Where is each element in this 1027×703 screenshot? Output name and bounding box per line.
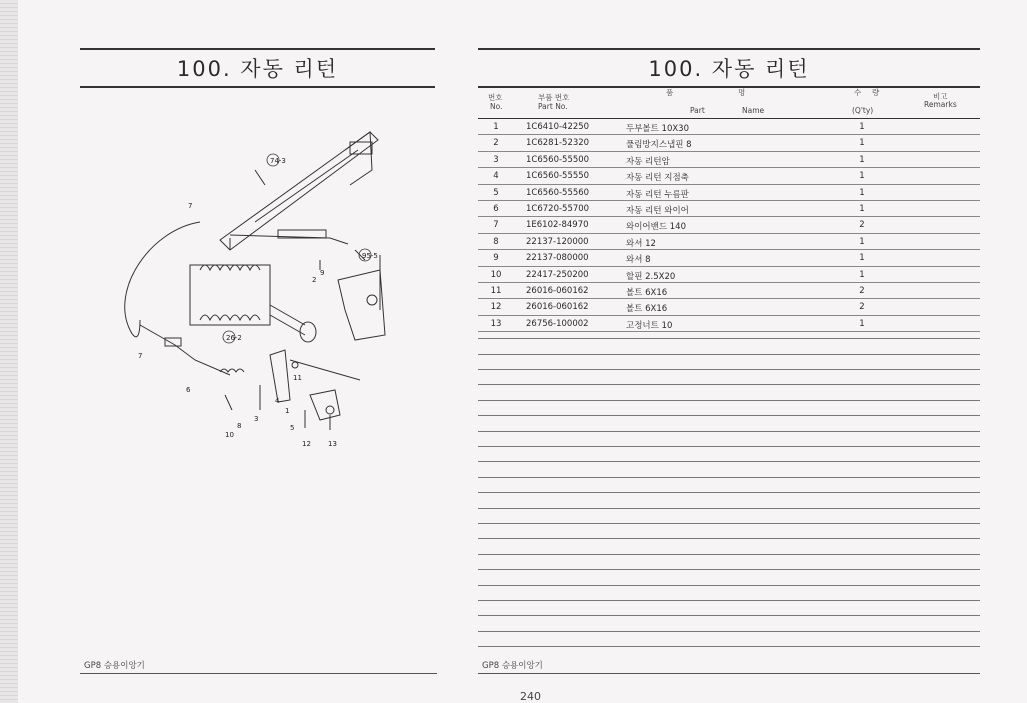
- callout-2a: 2: [312, 276, 317, 284]
- part-name: 두부볼트 10X30: [626, 124, 690, 134]
- row-number: 9: [493, 253, 499, 264]
- quantity: 1: [859, 253, 865, 264]
- table-row: [478, 299, 980, 315]
- right-footer-line: [478, 673, 980, 674]
- header-part-en: Part No.: [538, 102, 568, 111]
- parts-diagram: [80, 110, 435, 470]
- part-name: 자동 리턴 지점축: [626, 173, 689, 184]
- part-number: 26756-100002: [526, 318, 589, 329]
- table-row: [478, 168, 980, 184]
- ruled-line: [478, 523, 980, 524]
- header-name-ko1: 품: [666, 88, 674, 97]
- header-part-ko: 부품 번호: [538, 93, 570, 102]
- quantity: 1: [859, 122, 865, 132]
- row-number: 13: [490, 318, 502, 329]
- left-page-title: 100. 자동 리턴: [176, 57, 339, 81]
- callout-7b: 7: [138, 352, 143, 360]
- table-row: [478, 283, 980, 299]
- diagram-callouts: [138, 154, 378, 448]
- quantity: 1: [859, 203, 865, 214]
- callout-13: 13: [328, 440, 337, 448]
- ruled-line: [478, 615, 980, 616]
- quantity: 1: [859, 171, 865, 182]
- quantity: 2: [859, 302, 865, 313]
- ruled-line: [478, 492, 980, 493]
- header-name-en2: Name: [742, 106, 765, 115]
- header-remarks-en: Remarks: [924, 100, 957, 109]
- part-number: 1C6560-55560: [526, 187, 590, 198]
- row-number: 8: [493, 236, 499, 247]
- table-row: [478, 316, 980, 332]
- callout-1: 1: [285, 407, 290, 415]
- table-row: [478, 234, 980, 250]
- return-wire: [125, 222, 200, 337]
- ruled-line: [478, 354, 980, 355]
- quantity: 1: [859, 154, 865, 165]
- part-name: 와셔 12: [626, 238, 656, 249]
- part-number: 26016-060162: [526, 302, 589, 313]
- quantity: 1: [859, 318, 865, 329]
- table-header: [478, 84, 980, 118]
- header-no-en: No.: [490, 102, 503, 111]
- part-name: 와셔 8: [626, 255, 651, 266]
- right-title-bar: [478, 48, 980, 88]
- part-number: 22137-080000: [526, 253, 589, 264]
- ruled-line: [478, 554, 980, 555]
- ruled-line: [478, 600, 980, 601]
- row-number: 12: [490, 302, 502, 313]
- part-number: 1C6281-52320: [526, 138, 590, 149]
- spring-assembly: [190, 265, 270, 325]
- part-name: 풀림방지스냅핀 8: [626, 140, 692, 151]
- callout-10: 10: [225, 431, 234, 439]
- ruled-line: [478, 446, 980, 447]
- page-number: 240: [520, 690, 541, 703]
- callout-4: 4: [275, 397, 280, 405]
- ruled-line: [478, 508, 980, 509]
- row-number: 11: [490, 285, 502, 296]
- ruled-line: [478, 431, 980, 432]
- part-name: 자동 리턴 와이어: [626, 205, 689, 216]
- header-remarks-ko: 비고: [933, 92, 948, 101]
- callout-6: 6: [186, 386, 191, 394]
- table-row: [478, 217, 980, 233]
- row-number: 4: [493, 171, 499, 182]
- callout-8: 8: [237, 422, 242, 430]
- row-number: 6: [493, 203, 499, 214]
- row-number: 10: [490, 269, 502, 280]
- ruled-line: [478, 631, 980, 632]
- quantity: 1: [859, 187, 865, 198]
- table-row: [478, 185, 980, 201]
- right-footer: GP8 승용이앙기: [482, 661, 543, 671]
- ruled-line: [478, 646, 980, 647]
- part-name: 볼트 6X16: [626, 287, 668, 298]
- table-row: [478, 267, 980, 283]
- bracket-plate: [338, 270, 385, 340]
- left-footer-line: [80, 673, 437, 674]
- callout-7a: 7: [188, 202, 193, 210]
- quantity: 2: [859, 285, 865, 296]
- ruled-line: [478, 585, 980, 586]
- left-footer: GP8 승용이앙기: [84, 661, 145, 671]
- quantity: 1: [859, 138, 865, 149]
- parts-table: [478, 119, 980, 332]
- callout-9: 9: [320, 269, 325, 277]
- header-name-ko2: 명: [738, 88, 746, 97]
- ruled-line: [478, 400, 980, 401]
- part-number: 1C6410-42250: [526, 122, 590, 132]
- callout-11: 11: [293, 374, 302, 382]
- header-qty-en: (Q'ty): [852, 106, 874, 115]
- callout-74-3: 74-3: [270, 157, 286, 165]
- ruled-line: [478, 569, 980, 570]
- binding-edge: [0, 0, 18, 703]
- table-row: [478, 152, 980, 168]
- part-name: 자동 리턴암: [626, 156, 670, 167]
- ruled-line: [478, 338, 980, 339]
- row-number: 7: [493, 220, 499, 231]
- ruled-line: [478, 538, 980, 539]
- quantity: 1: [859, 236, 865, 247]
- callout-12: 12: [302, 440, 311, 448]
- header-qty-ko1: 수: [854, 88, 862, 97]
- part-number: 1C6720-55700: [526, 203, 590, 214]
- callout-5: 5: [290, 424, 295, 432]
- table-row: [478, 135, 980, 151]
- row-number: 5: [493, 187, 499, 198]
- part-number: 22137-120000: [526, 236, 589, 247]
- callout-26-2: 26-2: [226, 334, 242, 342]
- callout-95-5: 95-5: [362, 252, 378, 260]
- part-number: 1C6560-55550: [526, 171, 590, 182]
- right-page: [478, 0, 980, 703]
- left-page: [80, 0, 435, 703]
- table-row: [478, 201, 980, 217]
- ruled-line: [478, 415, 980, 416]
- row-number: 2: [493, 138, 499, 149]
- part-number: 1E6102-84970: [526, 220, 589, 231]
- part-name: 자동 리턴 누름판: [626, 189, 689, 200]
- quantity: 2: [859, 220, 865, 231]
- ruled-line: [478, 461, 980, 462]
- row-number: 3: [493, 154, 499, 165]
- callout-3: 3: [254, 415, 259, 423]
- ruled-line: [478, 477, 980, 478]
- table-row: [478, 250, 980, 266]
- part-name: 고정너트 10: [626, 320, 673, 331]
- header-qty-ko2: 량: [872, 88, 880, 97]
- header-name-en1: Part: [690, 106, 705, 115]
- part-number: 22417-250200: [526, 269, 589, 280]
- return-arm: [270, 350, 290, 402]
- part-number: 26016-060162: [526, 285, 589, 296]
- part-name: 볼트 6X16: [626, 304, 668, 315]
- part-number: 1C6560-55500: [526, 154, 590, 165]
- part-name: 할핀 2.5X20: [626, 271, 676, 282]
- left-title-bar: [80, 48, 435, 88]
- header-no-ko: 번호: [488, 93, 503, 102]
- table-row: [478, 119, 980, 135]
- row-number: 1: [493, 122, 499, 132]
- right-page-title: 100. 자동 리턴: [648, 57, 810, 81]
- part-name: 와이어밴드 140: [626, 222, 686, 233]
- quantity: 1: [859, 269, 865, 280]
- ruled-line: [478, 369, 980, 370]
- ruled-line: [478, 384, 980, 385]
